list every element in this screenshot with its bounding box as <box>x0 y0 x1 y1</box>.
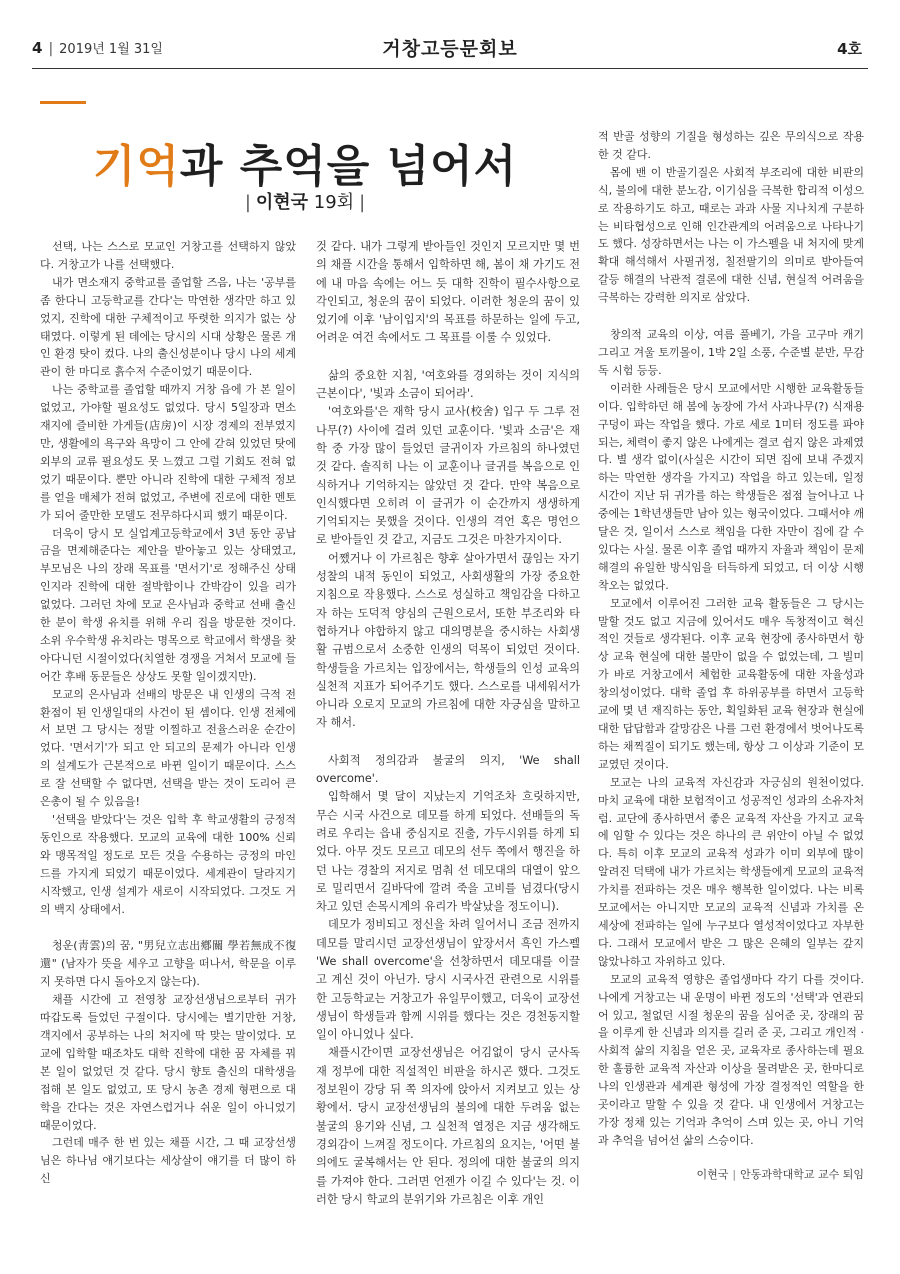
author-class: 19회 <box>313 192 355 213</box>
section-heading: 창의적 교육의 이상, 여름 풀베기, 가을 고구마 캐기 그리고 겨울 토끼몰이, 1박 2일 소풍, 수준별 분반, 무감독 시험 등등. <box>598 328 864 377</box>
header-separator: | <box>48 41 54 57</box>
paragraph: 이러한 사례들은 당시 모교에서만 시행한 교육활동들이다. 입학하던 해 봄에 농장에 가서 사과나무(?) 식재용 구덩이 파는 작업을 했다. 가로 세로 1미터 정도를 파야 되는, 체력이 좋지 않은 나에게는 결코 쉽지 않은 과제였다. 별 생각 없이(사실은 시간이 되면 집에 보내 주겠지 하는 막연한 생각을 가지고) 작업을 하고 있는데, 일정 시간이 지난 뒤 귀가를 하는 학생들은 점점 늘어나고 나중에는 1학년생들만 남아 있는 형국이었다. 그때서야 깨달은 것, 일이서 스스로 책임을 다한 자만이 집에 갈 수 있다는 사실. 물론 이후 졸업 때까지 자율과 책임이 문제 해결의 유일한 방식임을 터득하게 되었고, 더 이상 시행착오는 없었다. <box>598 381 864 592</box>
issue-date: 2019년 1월 31일 <box>59 42 163 57</box>
author-note-separator: | <box>732 1168 737 1181</box>
paragraph: 내가 면소재지 중학교를 졸업할 즈음, 나는 '공부를 좀 한다니 고등학교를 간다'는 막연한 생각만 하고 있었지, 진학에 대한 구체적이고 뚜렷한 의지가 없는 상태였다. 이렇게 된 데에는 당시의 시대 상황은 물론 개인 환경 탓이 컸다. 나의 출신성분이나 당시 나의 세계관이 한 마디로 흙수저 수준이었기 때문이다. <box>40 275 296 379</box>
paragraph: 더욱이 당시 모 실업계고등학교에서 3년 동안 공납금을 면제해준다는 제안을 받아놓고 있는 상태였고, 부모님은 나의 장래 목표를 '면서기'로 정해주신 상태인지라 진학에 대한 절박함이나 간박감이 있을 리가 없었다. 그러던 차에 모교 은사님과 중학교 선배 출신 한 분이 학생 유치를 위해 우리 집을 방문한 것이다. 소위 우수학생 유치라는 명목으로 학교에서 학생을 찾아다니던 시절이었다(치열한 경쟁을 거쳐서 모교에 들어간 후배 동문들은 상상도 못할 일이겠지만). <box>40 526 296 683</box>
paragraph: 입학해서 몇 달이 지났는지 기억조차 흐릿하지만, 무슨 시국 사건으로 데모를 하게 되었다. 선배들의 독려로 우리는 읍내 중심지로 진출, 가두시위를 하게 되었다. 아무 것도 모르고 데모의 선두 쪽에서 행진을 하던 나는 경찰의 저지로 멈춰 선 데모대의 대열이 앞으로 밀리면서 길바닥에 깔려 죽을 고비를 넘겼다(당시 차고 있던 손목시계의 유리가 박살났을 정도이니). <box>316 790 580 914</box>
issue-number: 4호 <box>837 40 862 58</box>
section-heading: 삶의 중요한 지침, '여호와를 경외하는 것이 지식의 근본이다', '빛과 소금이 되어라'. <box>316 368 580 401</box>
author-name: 이현국 <box>255 192 309 213</box>
page-number: 4 <box>32 39 43 57</box>
paragraph: 모교에서 이루어진 그러한 교육 활동들은 그 당시는 말할 것도 없고 지금에 있어서도 매우 독창적이고 혁신적인 것들로 생각된다. 이후 교육 현장에 종사하면서 항상 교육 현실에 대한 불만이 없을 수 없었는데, 그 빌미가 바로 거창고에서 체험한 교육활동에 대한 자율성과 창의성이었다. 대학 졸업 후 하위공부를 하면서 고등학교에 몇 년 재직하는 동안, 획일화된 교육 현장과 현실에 대한 답답함과 갈망감은 나를 그런 환경에서 벗어나도록 하는 채찍질이 되기도 했는데, 항상 그 이상과 기준이 모교였던 것이다. <box>598 596 864 771</box>
paragraph: 것 같다. 내가 그렇게 받아들인 것인지 모르지만 몇 번의 채플 시간을 통해서 입학하면 해, 봄이 채 가기도 전에 내 마음 속에는 어느 듯 대학 진학이 필수사항으로 각인되고, 청운의 꿈이 되었다. 이러한 청운의 꿈이 있었기에 이후 '남이입지'의 목표를 하문하는 일에 두고, 어려운 여건 속에서도 그 목표를 이룰 수 있었다. <box>316 240 580 345</box>
header-rule <box>32 68 868 69</box>
paragraph: 적 반골 성향의 기질을 형성하는 깊은 무의식으로 작용한 것 같다. <box>598 130 864 161</box>
paragraph: 채플시간이면 교장선생님은 어김없이 당시 군사독재 정부에 대한 직설적인 비판을 하시곤 했다. 그것도 정보원이 강당 뒤 쪽 의자에 앉아서 지켜보고 있는 상황에서. 당시 교장선생님의 불의에 대한 두려움 없는 불굴의 용기와 신념, 그 실천적 열정은 지금 생각해도 경외감이 느껴질 정도이다. 가르침의 요지는, '어떤 불의에도 굴복해서는 안 된다. 정의에 대한 불굴의 의지를 가져야 한다. 그러면 언젠가 이길 수 있다'는 것. 이러한 당시 학교의 분위기와 가르침은 이후 개인 <box>316 1046 580 1206</box>
author-note-name: 이현국 <box>696 1168 729 1181</box>
article-column-1 <box>40 238 296 1188</box>
section-heading: 청운(靑雲)의 꿈, "男兒立志出鄕關 學若無成不復還" (남자가 뜻을 세우고 고향을 떠나서, 학문을 이루지 못하면 다시 돌아오지 않는다). <box>40 939 296 989</box>
paper-name: 거창고등문회보 <box>382 38 518 60</box>
paragraph: 그런데 매주 한 번 있는 채플 시간, 그 때 교장선생님은 하나님 얘기보다는 세상살이 얘기를 더 많이 하신 <box>40 1136 296 1186</box>
article-title <box>40 130 570 194</box>
paragraph: 모교는 나의 교육적 자신감과 자긍심의 원천이었다. 마치 교육에 대한 보험적이고 성공적인 성과의 소유자처럼. 교단에 종사하면서 좋은 교육적 자산을 가지고 교육에 임할 수 있다는 것은 하나의 큰 위안이 아닐 수 없었다. 특히 이후 모교의 교육적 성과가 이미 외부에 많이 알려진 덕택에 내가 가르치는 학생들에게 모교의 교육적 가치를 전파하는 것은 매우 행복한 일이었다. 나는 비록 모교에서는 아니지만 모교의 교육적 신념과 가치를 온 세상에 전파하는 일에 누구보다 열성적이었다고 자부한다. 그래서 모교에서 받은 그 많은 은혜의 일부는 갚지 않았나하고 자위하고 있다. <box>598 775 864 968</box>
author-note-title: 안동과학대학교 교수 퇴임 <box>740 1168 864 1181</box>
article-column-3 <box>598 128 864 1150</box>
article-column-2 <box>316 238 580 1209</box>
paragraph: 선택, 나는 스스로 모교인 거창고를 선택하지 않았다. 거창고가 나를 선택했다. <box>40 240 296 271</box>
byline-bar-left: | <box>244 192 251 213</box>
accent-bar <box>40 101 86 104</box>
paragraph: 채플 시간에 고 전영창 교장선생님으로부터 귀가 따갑도록 들었던 구절이다. 당시에는 별기만한 거창, 객지에서 공부하는 나의 처지에 딱 맞는 말이었다. 모교에 입학할 때조차도 대학 진학에 대한 꿈 자체를 꿔 본 일이 없었던 것 같다. 당시 향토 출신의 대학생을 접해 본 일도 없었고, 또 당시 농촌 경제 형편으로 대학을 간다는 것은 자연스럽거나 쉬운 일이 아니었기 때문이었다. <box>40 993 296 1132</box>
byline-bar-right: | <box>359 192 366 213</box>
section-heading: 사회적 정의감과 불굴의 의지, 'We shall overcome'. <box>316 753 580 786</box>
title-rest: 과 추억을 넘어서 <box>179 141 518 192</box>
byline <box>40 188 570 214</box>
paragraph: 몸에 밴 이 반골기질은 사회적 부조리에 대한 비판의식, 불의에 대한 분노감, 이기심을 극복한 합리적 이성으로 작용하기도 하고, 때로는 과과 사물 지나치게 구분하는 비타협성으로 인해 인간관계의 어려움으로 나타나기도 했다. 성장하면서는 나는 이 가스펠을 내 처지에 맞게 확대 해석해서 사필귀정, 칠전팔기의 의미로 받아들여 갈등 해결의 낙관적 결론에 대한 신념, 현실적 어려움을 극복하는 강력한 의지로 삼았다. <box>598 165 864 305</box>
page-header <box>32 30 868 64</box>
paragraph: 어쨌거나 이 가르침은 향후 살아가면서 끊임는 자기 성찰의 내적 동인이 되었고, 사회생활의 가장 중요한 지침으로 작용했다. 스스로 성실하고 책임감을 다하고자 하는 도덕적 양심의 근원으로서, 또한 부조리와 타협하거나 야합하지 않고 대의명분을 중시하는 사회생활 규범으로서 소중한 인생의 덕목이 되었던 것이다. 학생들을 가르치는 입장에서는, 학생들의 인성 교육의 실천적 지표가 되어주기도 했다. 스스로를 내세워서가 아니라 오로지 모교의 가르침에 대한 자긍심을 말하고자 해서. <box>316 551 580 730</box>
paragraph: 모교의 은사님과 선배의 방문은 내 인생의 극적 전환점이 된 인생일대의 사건이 된 셈이다. 인생 전체에서 보면 그 당시는 정말 이찔하고 전율스러운 순간이었다. '면서기'가 되고 안 되고의 문제가 아니라 인생의 설계도가 근본적으로 바뀐 일이기 때문이다. 스스로 잘 선택할 수 없다면, 선택을 받는 것이 도리어 큰 은총이 될 수 있음을! <box>40 687 296 809</box>
title-accent: 기억 <box>92 141 180 192</box>
paragraph: 데모가 정비되고 정신을 차려 일어서니 조금 전까지 데모를 말리시던 교장선생님이 앞장서서 흑인 가스펠 'We shall overcome'을 선창하면서 데모대를 이끌고 계신 것이 아닌가. 당시 시국사건 관련으로 시위를 한 고등학교는 거창고가 유일무이했고, 더욱이 교장선생님이 학생들과 함께 시위를 했다는 것은 경천동지할 일이 아니었나 싶다. <box>316 918 580 1042</box>
paragraph: 나는 중학교를 졸업할 때까지 거창 읍에 가 본 일이 없었고, 가야할 필요성도 없었다. 당시 5일장과 면소재지에 즐비한 가게들(店房)이 시장 경제의 전부였지만, 생활에의 욕구와 욕망이 그 안에 갇혀 있었던 탓에 외부의 교류 필요성도 못 느꼈고 그럴 기회도 전혀 없었기 때문이다. 뿐만 아니라 진학에 대한 구체적 정보를 얻을 매체가 전혀 없었고, 주변에 진로에 대한 멘토가 되어 줄만한 모델도 전무하다시피 했기 때문이다. <box>40 383 296 522</box>
paragraph: '선택을 받았다'는 것은 입학 후 학교생활의 긍정적 동인으로 작용했다. 모교의 교육에 대한 100% 신뢰와 맹목적일 정도로 모든 것을 수용하는 긍정의 마인드를 가지게 되었기 때문이었다. 세계관이 달라지기 시작했고, 인생 설계가 새로이 시작되었다. 그것도 거의 백지 상태에서. <box>40 813 296 916</box>
author-note <box>697 1166 865 1182</box>
paragraph: '여호와를'은 재학 당시 교사(校舍) 입구 두 그루 전나무(?) 사이에 걸려 있던 교훈이다. '빛과 소금'은 재학 중 가장 많이 들었던 글귀이자 가르침의 하나였던 것 같다. 솔직히 나는 이 교훈이나 글귀를 복음으로 인식하거나 기억하지는 않았던 것 같다. 만약 복음으로 인식했다면 오히려 이 글귀가 이 순간까지 생생하게 기억되지는 못했을 것이다. 인생의 격언 혹은 명언으로 받아들인 것 같고, 지금도 그것은 마찬가지이다. <box>316 405 580 547</box>
paragraph: 모교의 교육적 영향은 졸업생마다 각기 다를 것이다. 나에게 거창고는 내 운명이 바뀐 정도의 '선택'과 연관되어 있고, 철없던 시절 청운의 꿈을 심어준 곳, 장래의 꿈을 이루게 한 신념과 의지를 길러 준 곳, 그리고 개인적 · 사회적 삶의 지침을 얻은 곳, 교육자로 종사하는데 필요한 훌륭한 교육적 자산과 이상을 물려받은 곳, 한마디로 나의 인생관과 세계관 형성에 가장 결정적인 역할을 한 곳이라고 말할 수 있을 것 같다. 내 인생에서 거창고는 가장 정채 있는 기억과 추억이 스며 있는 곳, 아니 기억과 추억을 넘어선 삶의 스승이다. <box>598 972 864 1147</box>
